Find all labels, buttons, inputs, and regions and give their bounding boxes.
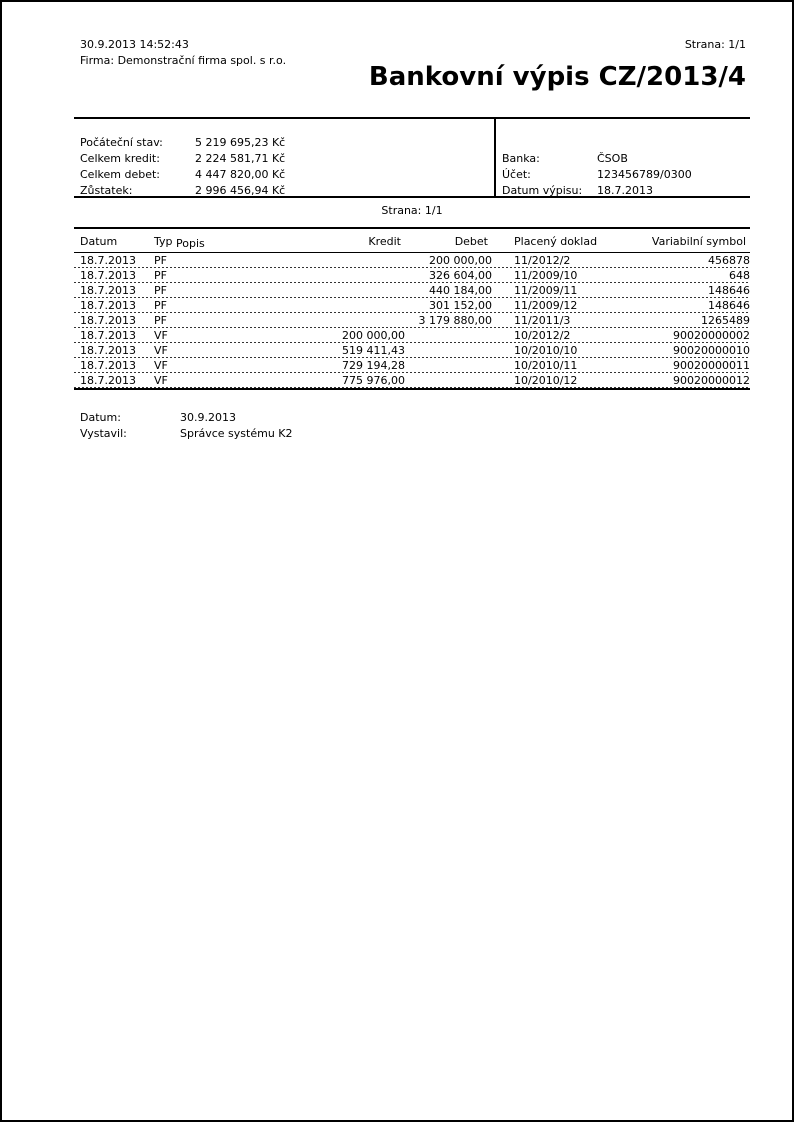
summary-box-top-border (74, 117, 750, 119)
footer-issuer-value: Správce systému K2 (180, 427, 293, 440)
cell-doklad: 11/2009/11 (514, 284, 578, 297)
cell-typ: VF (154, 329, 168, 342)
cell-typ: VF (154, 359, 168, 372)
cell-doklad: 10/2010/12 (514, 374, 578, 387)
cell-doklad: 11/2011/3 (514, 314, 571, 327)
cell-symbol: 148646 (708, 284, 750, 297)
cell-datum: 18.7.2013 (80, 254, 136, 267)
summary-value: 4 447 820,00 Kč (195, 168, 286, 181)
summary-value: 5 219 695,23 Kč (195, 136, 286, 149)
table-row (74, 313, 750, 328)
cell-datum: 18.7.2013 (80, 284, 136, 297)
cell-doklad: 11/2009/12 (514, 299, 578, 312)
cell-typ: VF (154, 344, 168, 357)
cell-typ: PF (154, 299, 167, 312)
table-row (74, 343, 750, 358)
cell-doklad: 10/2010/11 (514, 359, 578, 372)
col-header-popis: Popis (176, 237, 205, 250)
account-value: 123456789/0300 (597, 168, 692, 181)
col-header-kredit: Kredit (368, 235, 401, 248)
cell-symbol: 1265489 (701, 314, 750, 327)
cell-doklad: 10/2012/2 (514, 329, 571, 342)
cell-typ: PF (154, 314, 167, 327)
page-number-center: Strana: 1/1 (381, 204, 443, 217)
summary-label: Celkem kredit: (80, 152, 160, 165)
table-row (74, 358, 750, 373)
footer-date-label: Datum: (80, 411, 121, 424)
cell-datum: 18.7.2013 (80, 314, 136, 327)
cell-kredit: 200 000,00 (342, 329, 405, 342)
cell-symbol: 90020000002 (673, 329, 750, 342)
statement-date-label: Datum výpisu: (502, 184, 583, 197)
table-row (74, 268, 750, 283)
cell-typ: PF (154, 254, 167, 267)
col-header-typ: Typ (154, 235, 173, 248)
col-header-datum: Datum (80, 235, 118, 248)
summary-value: 2 996 456,94 Kč (195, 184, 286, 197)
cell-datum: 18.7.2013 (80, 344, 136, 357)
company-line: Firma: Demonstrační firma spol. s r.o. (80, 54, 287, 67)
cell-symbol: 90020000012 (673, 374, 750, 387)
statement-date-value: 18.7.2013 (597, 184, 653, 197)
table-bottom-border (74, 388, 750, 390)
table-row (74, 298, 750, 313)
summary-value: 2 224 581,71 Kč (195, 152, 286, 165)
cell-debet: 440 184,00 (429, 284, 492, 297)
bank-value: ČSOB (597, 152, 628, 165)
col-header-doklad: Placený doklad (514, 235, 598, 248)
summary-label: Zůstatek: (80, 184, 133, 197)
table-top-border (74, 227, 750, 229)
cell-symbol: 648 (729, 269, 750, 282)
cell-datum: 18.7.2013 (80, 329, 136, 342)
cell-typ: PF (154, 269, 167, 282)
cell-datum: 18.7.2013 (80, 359, 136, 372)
cell-symbol: 456878 (708, 254, 750, 267)
cell-doklad: 11/2012/2 (514, 254, 571, 267)
cell-datum: 18.7.2013 (80, 374, 136, 387)
col-header-debet: Debet (454, 235, 488, 248)
footer-date-value: 30.9.2013 (180, 411, 236, 424)
bank-label: Banka: (502, 152, 540, 165)
col-header-symbol: Variabilní symbol (651, 235, 746, 248)
summary-box-divider (494, 117, 496, 198)
cell-datum: 18.7.2013 (80, 299, 136, 312)
cell-debet: 3 179 880,00 (418, 314, 492, 327)
cell-kredit: 775 976,00 (342, 374, 405, 387)
cell-debet: 200 000,00 (429, 254, 492, 267)
cell-typ: VF (154, 374, 168, 387)
summary-label: Počáteční stav: (80, 136, 163, 149)
cell-symbol: 90020000010 (673, 344, 750, 357)
cell-kredit: 519 411,43 (342, 344, 405, 357)
cell-symbol: 148646 (708, 299, 750, 312)
print-timestamp: 30.9.2013 14:52:43 (80, 38, 189, 51)
cell-datum: 18.7.2013 (80, 269, 136, 282)
cell-doklad: 11/2009/10 (514, 269, 578, 282)
cell-debet: 326 604,00 (429, 269, 492, 282)
page-number-top: Strana: 1/1 (684, 38, 746, 51)
table-row (74, 253, 750, 268)
summary-label: Celkem debet: (80, 168, 160, 181)
page-title: Bankovní výpis CZ/2013/4 (368, 62, 746, 92)
cell-doklad: 10/2010/10 (514, 344, 578, 357)
statement-rows (74, 253, 750, 388)
cell-symbol: 90020000011 (673, 359, 750, 372)
table-row (74, 328, 750, 343)
table-row (74, 373, 750, 388)
footer-issuer-label: Vystavil: (80, 427, 127, 440)
cell-kredit: 729 194,28 (342, 359, 405, 372)
table-row (74, 283, 750, 298)
account-label: Účet: (502, 168, 531, 181)
cell-debet: 301 152,00 (429, 299, 492, 312)
cell-typ: PF (154, 284, 167, 297)
